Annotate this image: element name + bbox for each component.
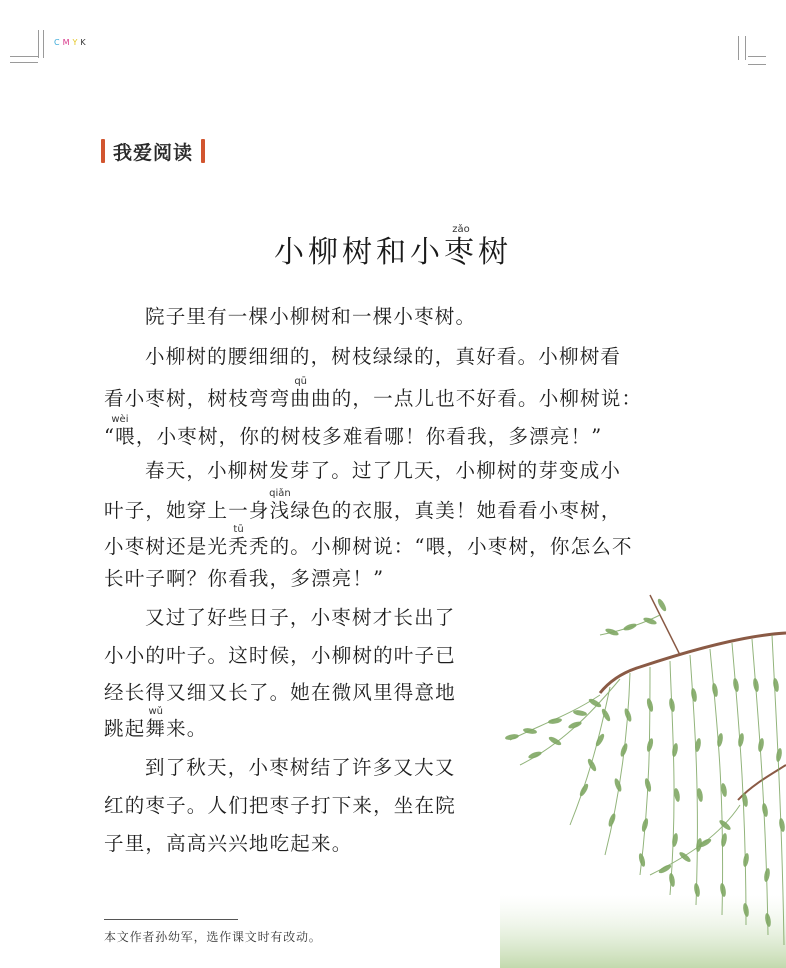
story-line: 院子里有一棵小柳树和一棵小枣树。: [145, 305, 477, 328]
footnote: 本文作者孙幼军，选作课文时有改动。: [104, 930, 322, 944]
footnote-rule: [104, 919, 238, 920]
color-registration-marks: CMYK: [54, 38, 89, 47]
crop-mark: [738, 36, 739, 60]
story-line: 红的枣子。人们把枣子打下来，坐在院: [104, 794, 456, 817]
crop-mark: [43, 30, 44, 58]
accent-bar: [201, 139, 205, 163]
branch: [650, 595, 680, 655]
story-line: “喂wèi，小枣树，你的树枝多难看哪！你看我，多漂亮！”: [104, 414, 603, 448]
story-line: 小柳树的腰细细的，树枝绿绿的，真好看。小柳树看: [145, 345, 622, 368]
story-line: 又过了好些日子，小枣树才长出了: [145, 606, 456, 629]
story-line: 长叶子啊？你看我，多漂亮！”: [104, 567, 385, 590]
grass-wash: [500, 895, 786, 968]
title-ruby: 枣zǎo: [444, 224, 478, 270]
pinyin-annotation: wèi: [104, 414, 136, 425]
story-line: 跳起舞wǔ来。: [104, 706, 208, 740]
crop-mark: [10, 62, 38, 63]
section-label: 我爱阅读: [113, 141, 194, 164]
story-line: 子里，高高兴兴地吃起来。: [104, 832, 353, 855]
story-line: 小小的叶子。这时候，小柳树的叶子已: [104, 644, 456, 667]
story-line: 到了秋天，小枣树结了许多又大又: [145, 756, 456, 779]
pinyin-annotation: qiǎn: [269, 488, 291, 499]
crop-mark: [748, 56, 766, 57]
accent-bar: [101, 139, 105, 163]
crop-mark: [748, 64, 766, 65]
story-line: 小枣树还是光秃tū秃的。小柳树说：“喂，小枣树，你怎么不: [104, 524, 633, 558]
crop-mark: [38, 30, 39, 58]
pinyin-annotation: zǎo: [444, 224, 478, 235]
willow-illustration: [500, 575, 786, 968]
section-heading: [101, 138, 205, 164]
story-line: 经长得又细又长了。她在微风里得意地: [104, 681, 456, 704]
pinyin-annotation: tū: [228, 524, 249, 535]
crop-mark: [10, 56, 38, 57]
pinyin-annotation: wǔ: [145, 706, 167, 717]
story-line: 叶子，她穿上一身浅qiǎn绿色的衣服，真美！她看看小枣树，: [104, 488, 622, 522]
story-line: 看小枣树，树枝弯弯曲qū曲的，一点儿也不好看。小柳树说：: [104, 376, 643, 410]
pinyin-annotation: qū: [290, 376, 311, 387]
story-line: 春天，小柳树发芽了。过了几天，小柳树的芽变成小: [145, 459, 622, 482]
crop-mark: [745, 36, 746, 60]
story-title: 小柳树和小枣zǎo树: [274, 224, 512, 270]
willow-leaves: [505, 598, 786, 928]
